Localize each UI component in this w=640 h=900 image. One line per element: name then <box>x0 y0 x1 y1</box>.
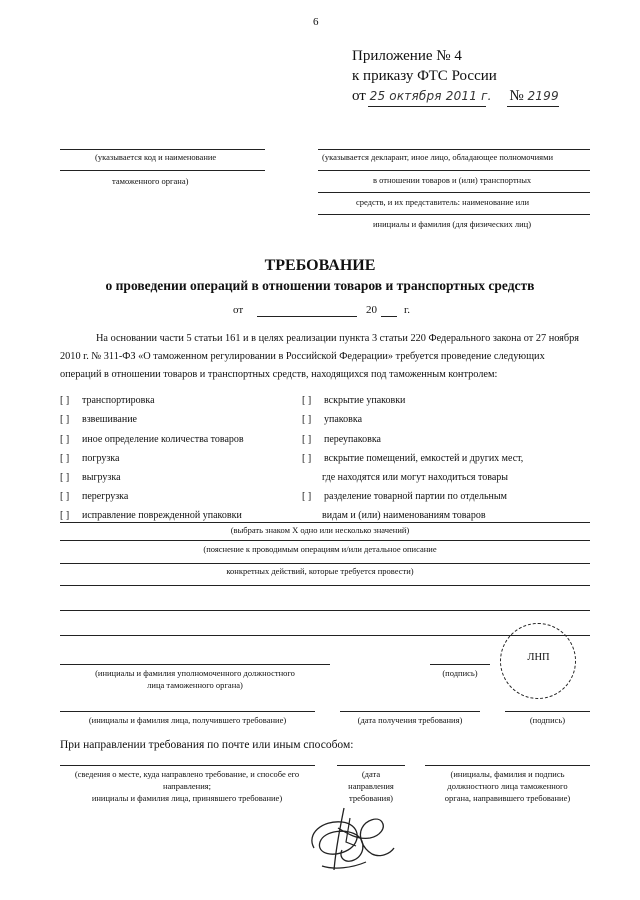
title-date-prefix: от <box>233 304 244 316</box>
receipt-date-caption: (дата получения требования) <box>357 715 463 725</box>
receiver-name-line <box>60 711 315 712</box>
declarant-caption-line2: в отношении товаров и (или) транспортных <box>373 175 532 185</box>
option-unloading[interactable]: [ ] выгрузка <box>60 472 121 483</box>
mail-date-caption-1: (дата <box>361 769 381 779</box>
explain-caption-line2: конкретных действий, которые требуется провести) <box>226 566 414 576</box>
stamp-label: ЛНП <box>527 652 550 663</box>
mail-date-caption-3: требования) <box>349 793 393 803</box>
customs-caption-line2: таможенного органа) <box>112 176 189 186</box>
mail-intro: При направлении требования по почте или иным способом: <box>60 739 354 751</box>
mail-place-caption-1: (сведения о месте, куда направлено требование, и способе его <box>74 769 300 779</box>
official-signature-caption: (подпись) <box>442 668 478 678</box>
title-year-line <box>381 316 397 317</box>
declarant-caption-line4: инициалы и фамилия (для физических лиц) <box>373 219 532 229</box>
official-caption-line1: (инициалы и фамилия уполномоченного должностного <box>95 668 295 678</box>
number-prefix: № <box>509 88 524 104</box>
option-loading[interactable]: [ ] погрузка <box>60 453 120 464</box>
select-note: (выбрать знаком X одно или несколько значений) <box>230 525 410 535</box>
date-prefix: от <box>352 88 366 104</box>
title-year-suffix: г. <box>404 304 411 316</box>
option-weighing[interactable]: [ ] взвешивание <box>60 414 137 425</box>
date-underline <box>368 106 486 107</box>
option-transport[interactable]: [ ] транспортировка <box>60 395 155 406</box>
receipt-date-line <box>340 711 480 712</box>
declarant-caption-line3: средств, и их представитель: наименование или <box>356 197 529 207</box>
explain-line-4 <box>60 610 590 611</box>
mail-official-caption-3: органа, направившего требование) <box>444 793 571 803</box>
option-open-premises-cont: где находятся или могут находиться товары <box>322 472 508 483</box>
appendix-label: Приложение № 4 <box>352 48 462 64</box>
order-date-row <box>352 88 559 105</box>
customs-field-line-2 <box>60 170 265 171</box>
checkbox[interactable]: [ ] <box>302 453 312 464</box>
option-repackaging[interactable]: [ ] переупаковка <box>302 434 381 445</box>
explain-line-1 <box>60 540 590 541</box>
mail-official-caption-2: должностного лица таможенного <box>447 781 568 791</box>
official-name-line <box>60 664 330 665</box>
declarant-field-line-4 <box>318 214 590 215</box>
mail-place-caption-2: направления; <box>162 781 212 791</box>
checkbox[interactable]: [ ] <box>60 453 70 464</box>
checkbox[interactable]: [ ] <box>60 414 70 425</box>
checkbox[interactable]: [ ] <box>302 414 312 425</box>
mail-official-line <box>425 765 590 766</box>
handwritten-number: 2199 <box>527 89 559 103</box>
checkbox[interactable]: [ ] <box>302 434 312 445</box>
customs-field-line-1 <box>60 149 265 150</box>
declarant-field-line-1 <box>318 149 590 150</box>
receiver-name-caption: (инициалы и фамилия лица, получившего требование) <box>88 715 287 725</box>
document-title: ТРЕБОВАНИЕ <box>264 257 376 274</box>
option-open-premises[interactable]: [ ] вскрытие помещений, емкостей и других мест, <box>302 453 524 464</box>
option-reloading[interactable]: [ ] перегрузка <box>60 491 129 502</box>
explain-line-2 <box>60 563 590 564</box>
declarant-field-line-3 <box>318 192 590 193</box>
mail-official-caption-1: (инициалы, фамилия и подпись <box>450 769 565 779</box>
official-caption-line2: лица таможенного органа) <box>147 680 243 690</box>
checkbox[interactable]: [ ] <box>302 491 312 502</box>
option-quantity[interactable]: [ ] иное определение количества товаров <box>60 434 244 445</box>
title-year-prefix: 20 <box>366 304 377 316</box>
official-signature-line <box>430 664 490 665</box>
intro-line-2: 2010 г. № 311-ФЗ «О таможенном регулировании в Российской Федерации» требуется проведение следующих <box>60 351 545 362</box>
checkbox[interactable]: [ ] <box>60 395 70 406</box>
checkbox[interactable]: [ ] <box>302 395 312 406</box>
order-reference: к приказу ФТС России <box>352 68 497 84</box>
options-bottom-line <box>60 522 590 523</box>
page-number: 6 <box>313 16 319 28</box>
declarant-caption-line1: (указывается декларант, иное лицо, обладающее полномочиями <box>322 152 553 162</box>
intro-line-3: операций в отношении товаров и транспортных средств, находящихся под таможенным контролем: <box>60 369 498 380</box>
checkbox[interactable]: [ ] <box>60 434 70 445</box>
handwritten-date: 25 октября 2011 г. <box>369 89 492 103</box>
option-packaging[interactable]: [ ] упаковка <box>302 414 363 425</box>
number-underline <box>507 106 559 107</box>
receipt-signature-line <box>505 711 590 712</box>
option-split-batch-cont: видам и (или) наименованиям товаров <box>322 510 486 521</box>
document-subtitle: о проведении операций в отношении товаров и транспортных средств <box>105 278 535 293</box>
checkbox[interactable]: [ ] <box>60 491 70 502</box>
explain-line-3 <box>60 585 590 586</box>
option-repair-packaging[interactable]: [ ] исправление поврежденной упаковки <box>60 510 242 521</box>
checkbox[interactable]: [ ] <box>60 472 70 483</box>
intro-line-1: На основании части 5 статьи 161 и в целях реализации пункта 3 статьи 220 Федерального закона от 27 ноября <box>96 333 580 344</box>
option-open-packaging[interactable]: [ ] вскрытие упаковки <box>302 395 406 406</box>
explain-caption-line1: (пояснение к проводимым операциям и/или детальное описание <box>203 544 437 554</box>
mail-date-caption-2: направления <box>348 781 394 791</box>
receipt-signature-caption: (подпись) <box>529 715 566 725</box>
title-date-line <box>257 316 357 317</box>
checkbox[interactable]: [ ] <box>60 510 70 521</box>
handwritten-signature <box>300 798 400 882</box>
declarant-field-line-2 <box>318 170 590 171</box>
mail-place-line <box>60 765 315 766</box>
mail-place-caption-3: инициалы и фамилия лица, принявшего требование) <box>91 793 283 803</box>
customs-caption-line1: (указывается код и наименование <box>95 152 217 162</box>
mail-date-line <box>337 765 405 766</box>
option-split-batch[interactable]: [ ] разделение товарной партии по отдельным <box>302 491 507 502</box>
